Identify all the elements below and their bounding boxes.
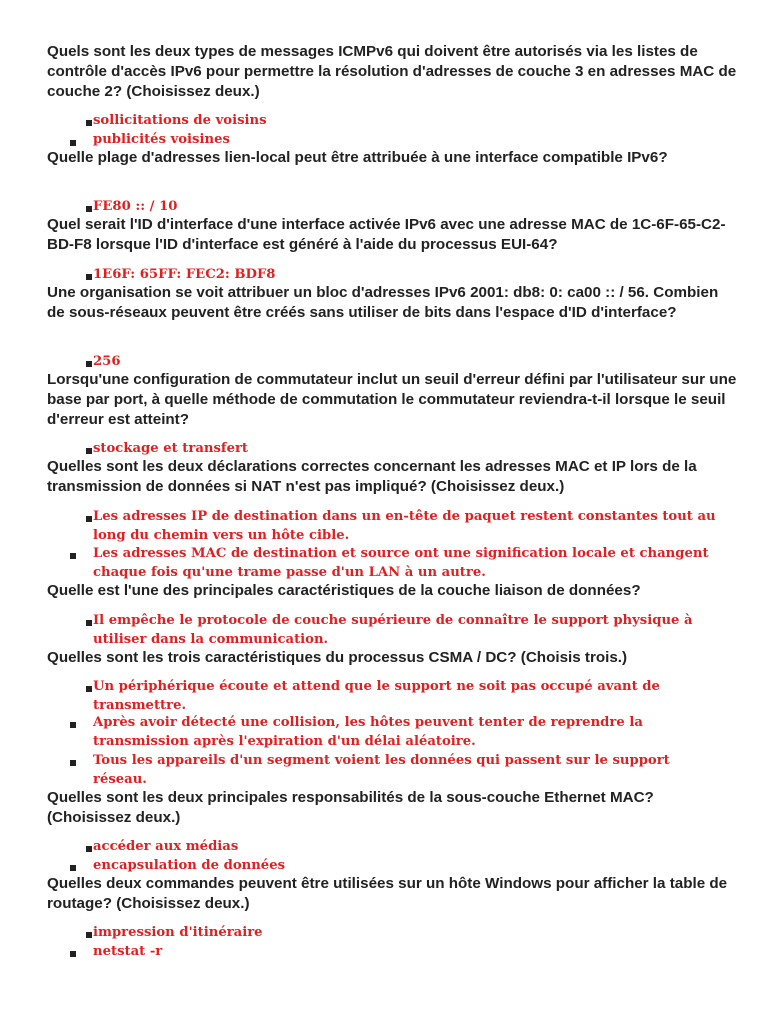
question-1-text: Quels sont les deux types de messages ICMPv6 qui doivent être autorisés via les listes de contrôle d'accès IPv6 pour permettre la résolution d'adresses de couche 3 en adresses MAC de couche 2? (Choisissez deux.): [47, 43, 737, 100]
bullet-icon: [86, 206, 92, 212]
bullet-icon: [86, 516, 92, 522]
question-4-text: Une organisation se voit attribuer un bloc d'adresses IPv6 2001: db8: 0: ca00 :: / 56. Combien de sous-réseaux peuvent être créés sans utiliser de bits dans l'espace d'ID d'interface?: [47, 284, 719, 321]
bullet-icon: [70, 553, 76, 559]
question-2-answer-1: FE80 :: / 10: [93, 199, 178, 214]
bullet-icon: [86, 274, 92, 280]
question-3-answer-1: 1E6F: 65FF: FEC2: BDF8: [93, 267, 276, 282]
question-9-text: Quelles sont les deux principales responsabilités de la sous-couche Ethernet MAC? (Choisissez deux.): [47, 789, 654, 826]
question-8-text: Quelles sont les trois caractéristiques du processus CSMA / DC? (Choisis trois.): [47, 649, 628, 666]
answer-text: Les adresses IP de destination dans un en-tête de paquet restent constantes tout au long du chemin vers un hôte cible.: [93, 509, 716, 543]
bullet-icon: [86, 932, 92, 938]
question-2-text: Quelle plage d'adresses lien-local peut être attribuée à une interface compatible IPv6?: [47, 149, 668, 166]
bullet-icon: [86, 361, 92, 367]
question-8-answer-3: Tous les appareils d'un segment voient les données qui passent sur le support réseau.: [93, 753, 670, 787]
question-6-answer-2: Les adresses MAC de destination et source ont une signification locale et changent chaque fois qu'une trame passe d'un LAN à un autre.: [93, 546, 709, 580]
question-8-answer-1: Un périphérique écoute et attend que le support ne soit pas occupé avant de transmettre.: [93, 679, 660, 713]
bullet-icon: [70, 140, 76, 146]
bullet-icon: [86, 620, 92, 626]
question-5-answer-1: stockage et transfert: [93, 441, 248, 456]
bullet-icon: [70, 951, 76, 957]
bullet-icon: [70, 865, 76, 871]
bullet-icon: [86, 120, 92, 126]
question-4-answer-1: 256: [93, 354, 121, 369]
bullet-icon: [86, 448, 92, 454]
bullet-icon: [70, 760, 76, 766]
question-8-answer-2: Après avoir détecté une collision, les hôtes peuvent tenter de reprendre la transmission après l'expiration d'un délai aléatoire.: [93, 715, 643, 749]
question-3-text: Quel serait l'ID d'interface d'une interface activée IPv6 avec une adresse MAC de 1C-6F-65-C2-BD-F8 lorsque l'ID d'interface est généré à l'aide du processus EUI-64?: [47, 216, 726, 253]
bullet-icon: [86, 686, 92, 692]
question-5-text: Lorsqu'une configuration de commutateur inclut un seuil d'erreur défini par l'utilisateur sur une base par port, à quelle méthode de commutation le commutateur reviendra-t-il lorsque le seuil d'erreur est atteint?: [47, 371, 737, 428]
question-10-answer-1: impression d'itinéraire: [93, 925, 263, 940]
question-6-text: Quelles sont les deux déclarations correctes concernant les adresses MAC et IP lors de la transmission de données si NAT n'est pas impliqué? (Choisissez deux.): [47, 458, 697, 495]
question-9-answer-2: encapsulation de données: [93, 858, 286, 873]
bullet-icon: [86, 846, 92, 852]
question-10-answer-2: netstat -r: [93, 944, 163, 959]
question-10-text: Quelles deux commandes peuvent être utilisées sur un hôte Windows pour afficher la table de routage? (Choisissez deux.): [47, 875, 728, 912]
question-7-text: Quelle est l'une des principales caractéristiques de la couche liaison de données?: [47, 582, 641, 599]
question-6-answer-1: [93, 508, 723, 545]
question-1-answer-1: sollicitations de voisins: [93, 113, 267, 128]
bullet-icon: [70, 722, 76, 728]
question-7-answer-1: Il empêche le protocole de couche supérieure de connaître le support physique à utiliser dans la communication.: [93, 613, 693, 647]
question-1-answer-2: publicités voisines: [93, 132, 230, 147]
question-9-answer-1: accéder aux médias: [93, 839, 239, 854]
